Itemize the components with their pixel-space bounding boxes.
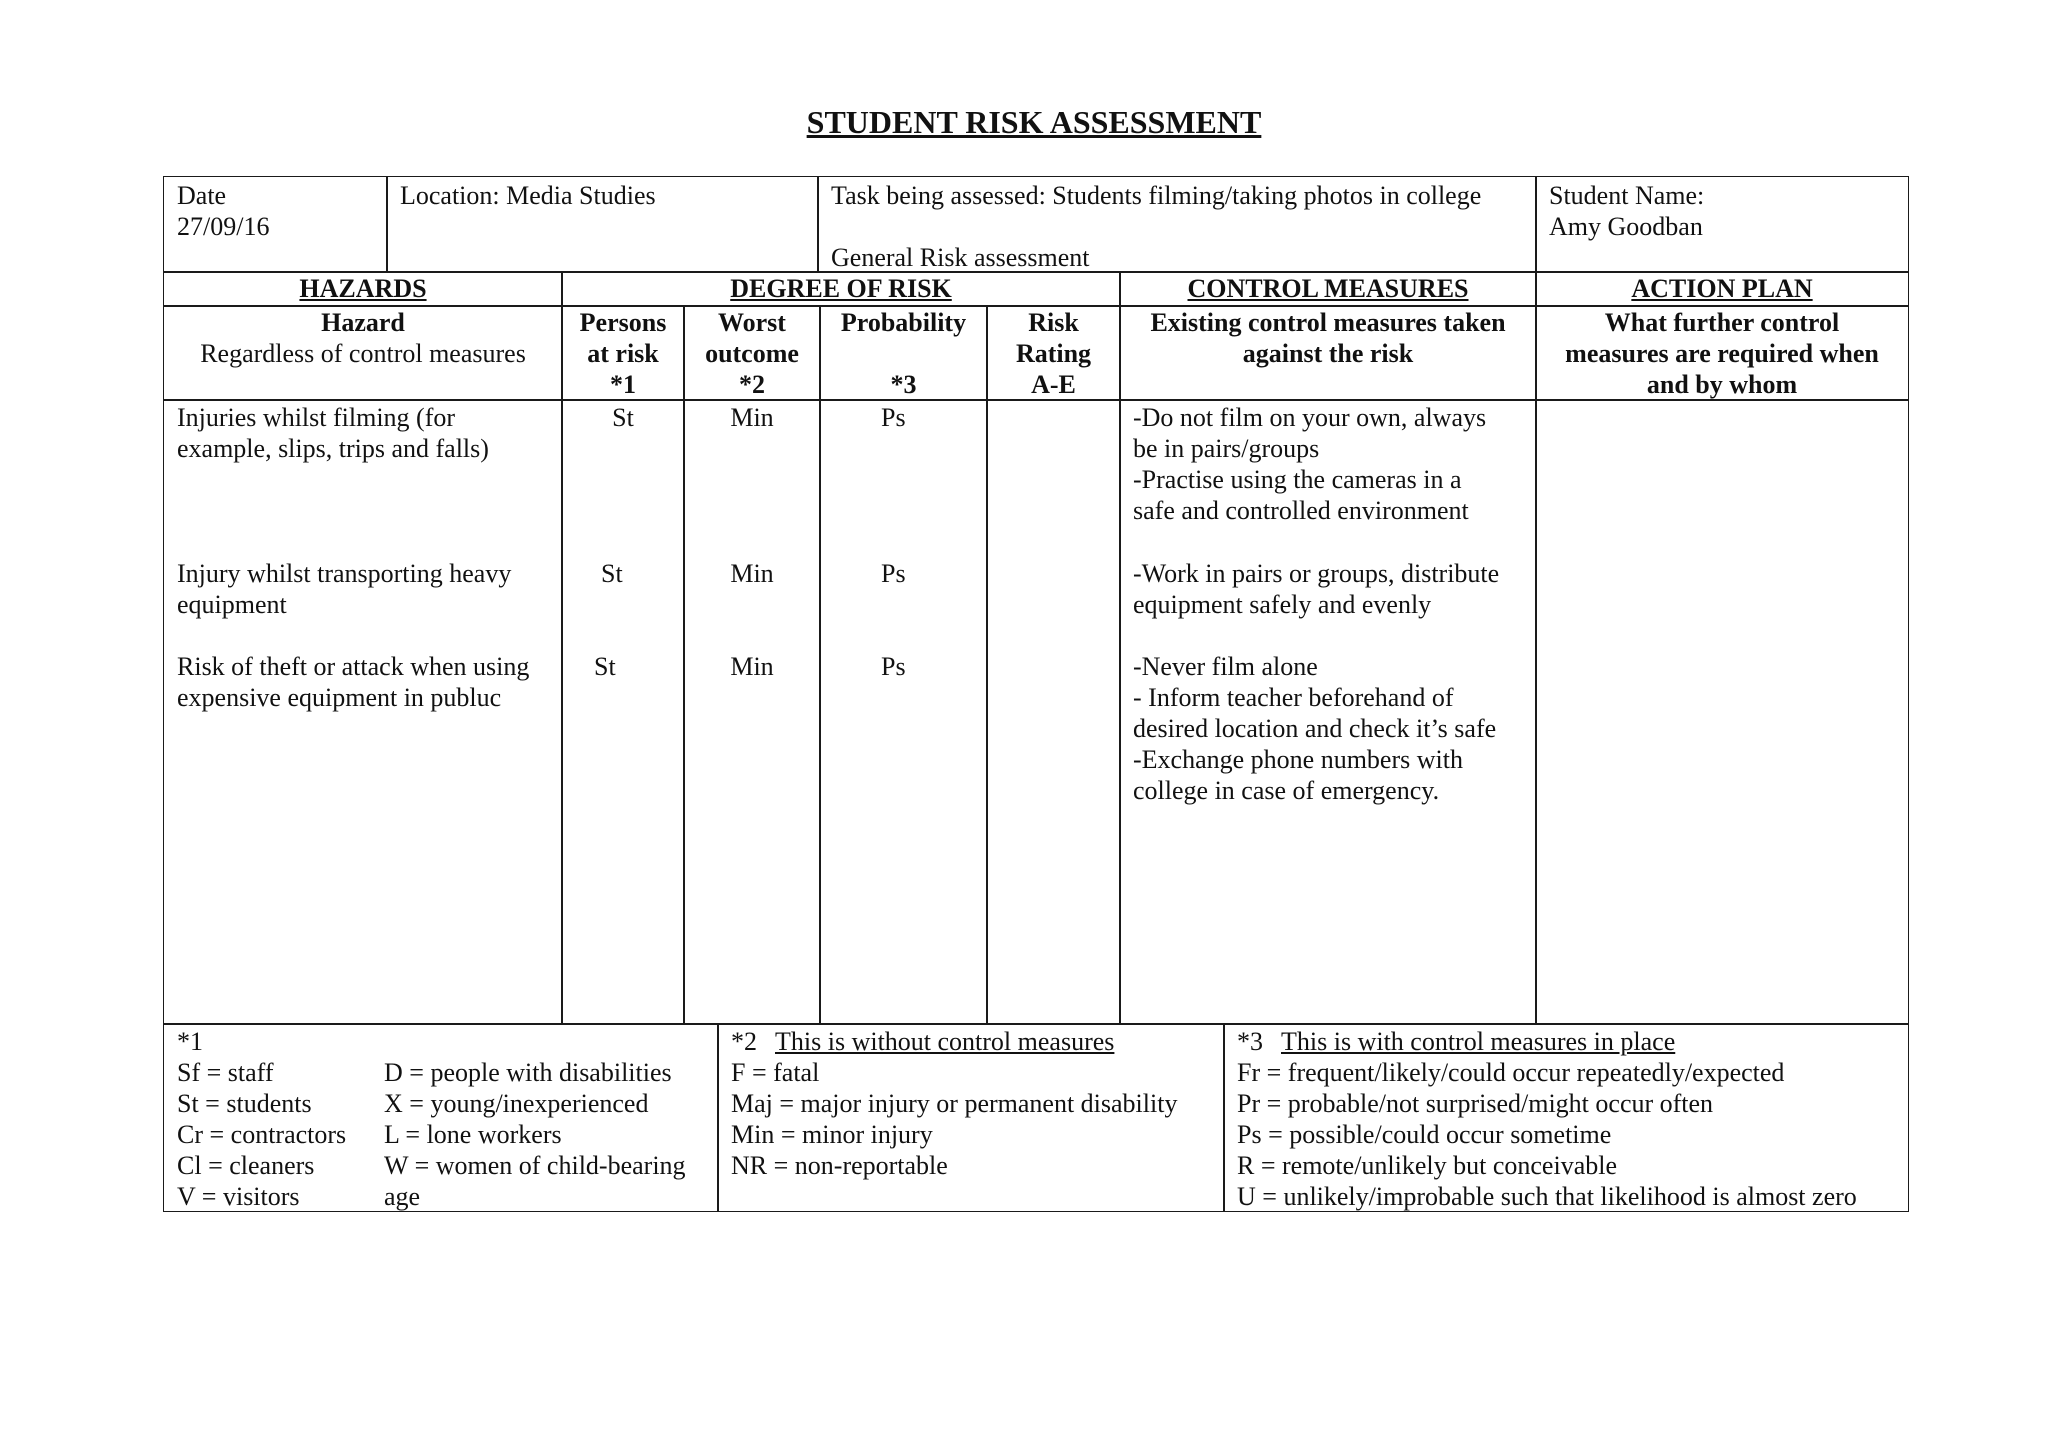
hazard-col-subtitle: Regardless of control measures [200, 339, 526, 368]
legend-outcome-marker: *2 [731, 1027, 757, 1056]
legend-outcome-heading: This is without control measures [775, 1027, 1115, 1056]
persons-value: St [594, 652, 616, 681]
control-heading: CONTROL MEASURES [1187, 274, 1469, 303]
control-text: desired location and check it’s safe [1133, 714, 1497, 743]
probability-column-body [819, 399, 988, 1025]
legend-item: W = women of child-bearing [384, 1151, 686, 1180]
further-col-line3: and by whom [1646, 370, 1798, 399]
persons-col-header [561, 305, 685, 401]
legend-item: R = remote/unlikely but conceivable [1237, 1151, 1617, 1180]
action-section-cell [1535, 271, 1909, 307]
worst-col-line2: outcome [705, 339, 799, 368]
hazard-col-header [163, 305, 563, 401]
legend-item: Min = minor injury [731, 1120, 933, 1149]
control-text: - Inform teacher beforehand of [1133, 683, 1454, 712]
page-title: STUDENT RISK ASSESSMENT [806, 104, 1262, 140]
date-cell [163, 176, 388, 273]
legend-persons [163, 1023, 719, 1212]
control-text: be in pairs/groups [1133, 434, 1320, 463]
existing-col-line2: against the risk [1242, 339, 1414, 368]
hazard-text: Injuries whilst filming (for [177, 403, 456, 432]
legend-item: St = students [177, 1089, 312, 1118]
persons-value: St [612, 403, 634, 432]
control-text: safe and controlled environment [1133, 496, 1469, 525]
hazard-text: equipment [177, 590, 287, 619]
probability-col-header [819, 305, 988, 401]
student-cell [1535, 176, 1909, 273]
legend-item: V = visitors [177, 1182, 300, 1211]
existing-col-header [1119, 305, 1537, 401]
hazard-text: Risk of theft or attack when using [177, 652, 530, 681]
legend-item: L = lone workers [384, 1120, 562, 1149]
legend-item: D = people with disabilities [384, 1058, 672, 1087]
legend-probability-marker: *3 [1237, 1027, 1263, 1056]
legend-item: Maj = major injury or permanent disability [731, 1089, 1178, 1118]
worst-value: Min [730, 403, 774, 432]
action-heading: ACTION PLAN [1631, 274, 1813, 303]
date-value: 27/09/16 [177, 212, 270, 241]
legend-persons-heading: *1 [177, 1027, 203, 1056]
location-cell [386, 176, 819, 273]
risk-col-line2: Rating [1015, 339, 1092, 368]
persons-col-line1: Persons [579, 308, 667, 337]
legend-item: age [384, 1182, 421, 1211]
risk-col-line3: A-E [1031, 370, 1076, 399]
further-col-line2: measures are required when [1565, 339, 1879, 368]
legend-item: Sf = staff [177, 1058, 274, 1087]
task-text: Task being assessed: Students filming/taking photos in college [831, 181, 1482, 210]
hazard-col-title: Hazard [321, 308, 405, 337]
legend-item: X = young/inexperienced [384, 1089, 649, 1118]
student-label: Student Name: [1549, 181, 1705, 210]
further-col-header [1535, 305, 1909, 401]
legend-item: Fr = frequent/likely/could occur repeatedly/expected [1237, 1058, 1785, 1087]
persons-col-line2: at risk [587, 339, 659, 368]
degree-heading: DEGREE OF RISK [730, 274, 952, 303]
control-text: -Exchange phone numbers with [1133, 745, 1463, 774]
worst-col-line1: Worst [718, 308, 786, 337]
control-text: -Work in pairs or groups, distribute [1133, 559, 1500, 588]
worst-col-header [683, 305, 821, 401]
probability-col-line1: Probability [840, 308, 967, 337]
task-note: General Risk assessment [831, 243, 1090, 272]
location-text: Location: Media Studies [400, 181, 656, 210]
existing-col-line1: Existing control measures taken [1150, 308, 1506, 337]
legend-item: F = fatal [731, 1058, 820, 1087]
legend-item: Cr = contractors [177, 1120, 347, 1149]
legend-outcome [717, 1023, 1225, 1212]
legend-item: U = unlikely/improbable such that likelihood is almost zero [1237, 1182, 1857, 1211]
legend-item: Ps = possible/could occur sometime [1237, 1120, 1612, 1149]
control-text: -Practise using the cameras in a [1133, 465, 1462, 494]
control-text: college in case of emergency. [1133, 776, 1440, 805]
control-text: equipment safely and evenly [1133, 590, 1432, 619]
control-section-cell [1119, 271, 1537, 307]
further-col-line1: What further control [1604, 308, 1840, 337]
worst-column-body [683, 399, 821, 1025]
hazards-heading: HAZARDS [299, 274, 427, 303]
persons-value: St [601, 559, 623, 588]
probability-value: Ps [881, 652, 906, 681]
hazard-text: Injury whilst transporting heavy [177, 559, 512, 588]
probability-value: Ps [881, 559, 906, 588]
legend-item: Cl = cleaners [177, 1151, 315, 1180]
hazard-text: expensive equipment in publuc [177, 683, 502, 712]
date-label: Date [177, 181, 227, 210]
hazards-section-cell [163, 271, 563, 307]
control-text: -Do not film on your own, always [1133, 403, 1487, 432]
legend-item: Pr = probable/not surprised/might occur often [1237, 1089, 1714, 1118]
action-column-body [1535, 399, 1909, 1025]
degree-section-cell [561, 271, 1121, 307]
worst-col-line3: *2 [739, 370, 765, 399]
risk-column-body [986, 399, 1121, 1025]
persons-column-body [561, 399, 685, 1025]
task-cell [817, 176, 1537, 273]
worst-value: Min [730, 559, 774, 588]
student-name: Amy Goodban [1549, 212, 1703, 241]
risk-col-line1: Risk [1028, 308, 1079, 337]
probability-col-line2: *3 [890, 370, 917, 399]
legend-probability [1223, 1023, 1909, 1212]
probability-value: Ps [881, 403, 906, 432]
control-text: -Never film alone [1133, 652, 1318, 681]
worst-value: Min [730, 652, 774, 681]
risk-col-header [986, 305, 1121, 401]
persons-col-line3: *1 [610, 370, 636, 399]
hazard-text: example, slips, trips and falls) [177, 434, 489, 463]
legend-probability-heading: This is with control measures in place [1281, 1027, 1676, 1056]
legend-item: NR = non-reportable [731, 1151, 948, 1180]
